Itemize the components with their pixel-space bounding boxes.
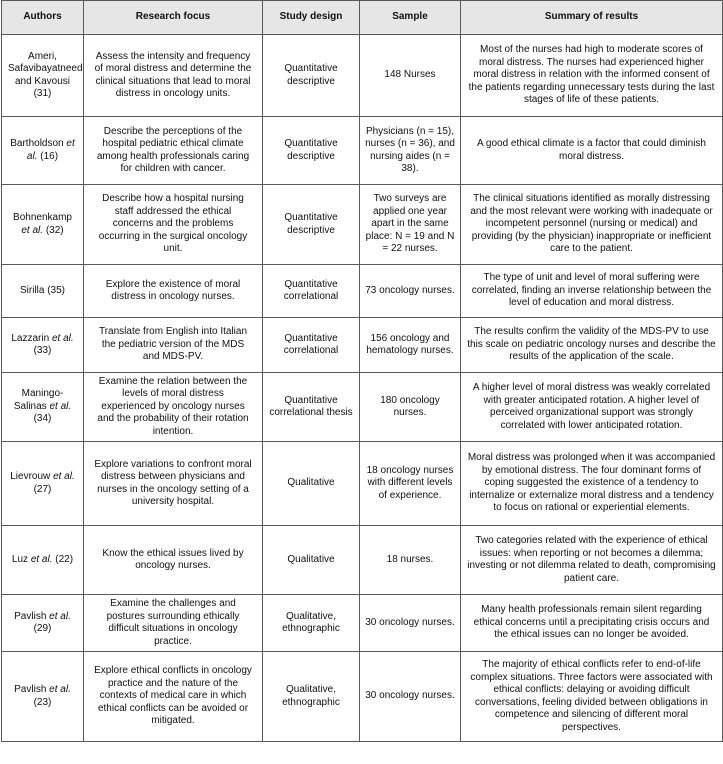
- author-name: Lievrouw: [10, 471, 51, 482]
- table-row: [2, 652, 723, 742]
- study-design-cell: Qualitative, ethnographic: [263, 595, 360, 652]
- study-design-cell: Quantitative descriptive: [263, 117, 360, 185]
- table-row: [2, 265, 723, 318]
- header-authors: Authors: [2, 1, 84, 35]
- research-focus-cell: Explore ethical conflicts in oncology practice and the nature of the contexts of medical care in which ethical conflicts can be avoided or mitigated.: [84, 652, 263, 742]
- author-et-al: et al.: [30, 553, 53, 565]
- study-design-cell: Quantitative descriptive: [263, 35, 360, 117]
- author-cell: [2, 526, 84, 595]
- study-design-cell: Quantitative correlational: [263, 265, 360, 318]
- sample-cell: 18 nurses.: [360, 526, 461, 595]
- header-row: [2, 1, 723, 35]
- summary-cell: Two categories related with the experience of ethical issues: when reporting or not becomes a dilemma; investing or not dilemma related to death, compromising patient care.: [461, 526, 723, 595]
- header-summary-of-results: Summary of results: [461, 1, 723, 35]
- literature-review-table: [1, 0, 723, 742]
- author-et-al: et al.: [21, 224, 44, 236]
- sample-cell: 73 oncology nurses.: [360, 265, 461, 318]
- header-sample: Sample: [360, 1, 461, 35]
- author-cell: [2, 35, 84, 117]
- author-ref: (27): [33, 483, 52, 495]
- study-design-cell: Quantitative correlational: [263, 318, 360, 373]
- summary-cell: Many health professionals remain silent regarding ethical concerns until a precipitating crisis occurs and the ethical issues can no longer be avoided.: [461, 595, 723, 652]
- author-name: Pavlish: [14, 610, 47, 622]
- table-row: [2, 373, 723, 442]
- study-design-cell: Qualitative, ethnographic: [263, 652, 360, 742]
- sample-cell: Physicians (n = 15), nurses (n = 36), and nursing aides (n = 38).: [360, 117, 461, 185]
- sample-cell: 30 oncology nurses.: [360, 595, 461, 652]
- author-ref: (33): [33, 345, 52, 356]
- author-name: Bartholdson: [10, 138, 64, 149]
- sample-cell: 156 oncology and hematology nurses.: [360, 318, 461, 373]
- author-name: Maningo-Salinas: [13, 388, 64, 412]
- research-focus-cell: Assess the intensity and frequency of moral distress and determine the clinical situations that lead to moral distress in oncology units.: [84, 35, 263, 117]
- author-cell: [2, 595, 84, 652]
- author-cell: [2, 185, 84, 265]
- research-focus-cell: Examine the relation between the levels of moral distress experienced by oncology nurses and the probability of their rotation intention.: [84, 373, 263, 442]
- author-et-al: et al.: [51, 332, 74, 344]
- summary-cell: A higher level of moral distress was weakly correlated with greater anticipated rotation. A higher level of perceived organizational support was strongly correlated with lower anticipated rotation.: [461, 373, 723, 442]
- author-ref: (35): [47, 284, 66, 296]
- author-name: Pavlish: [14, 684, 47, 695]
- research-focus-cell: Translate from English into Italian the pediatric version of the MDS and MDS-PV.: [84, 318, 263, 373]
- author-cell: [2, 652, 84, 742]
- author-ref: (16): [40, 150, 59, 162]
- table-row: [2, 442, 723, 526]
- table-row: [2, 185, 723, 265]
- table-row: [2, 595, 723, 652]
- sample-cell: 30 oncology nurses.: [360, 652, 461, 742]
- study-design-cell: Quantitative descriptive: [263, 185, 360, 265]
- research-focus-cell: Explore the existence of moral distress in oncology nurses.: [84, 265, 263, 318]
- sample-cell: 148 Nurses: [360, 35, 461, 117]
- author-name: Sirilla: [19, 284, 45, 296]
- author-ref: (31): [33, 88, 52, 99]
- summary-cell: Most of the nurses had high to moderate scores of moral distress. The nurses had experienced higher moral distress in relation with the informed consent of the patients regarding unnecessary tests during the last stages of life of these patients.: [461, 35, 723, 117]
- table-row: [2, 117, 723, 185]
- author-name: Lazzarin: [11, 332, 50, 344]
- table-row: [2, 318, 723, 373]
- author-cell: [2, 442, 84, 526]
- research-focus-cell: Examine the challenges and postures surrounding ethically difficult situations in oncology practice.: [84, 595, 263, 652]
- summary-cell: The type of unit and level of moral suffering were correlated, finding an inverse relationship between the level of education and moral distress.: [461, 265, 723, 318]
- summary-cell: Moral distress was prolonged when it was accompanied by emotional distress. The four dominant forms of coping suggested the existence of a tendency to internalize or externalize moral distress and a tendency to focus on rational or experiential elements.: [461, 442, 723, 526]
- table-row: [2, 526, 723, 595]
- author-name: Luz: [11, 553, 29, 565]
- author-ref: (29): [33, 623, 52, 634]
- study-design-cell: Quantitative correlational thesis: [263, 373, 360, 442]
- summary-cell: The majority of ethical conflicts refer to end-of-life complex situations. Three factors were associated with ethical conflicts: delaying or avoiding difficult conversations, feeling divided between obligations in competence and silencing of different moral perspectives.: [461, 652, 723, 742]
- author-cell: [2, 373, 84, 442]
- author-et-al: et al.: [49, 400, 72, 412]
- author-name: Bohnenkamp: [13, 212, 72, 223]
- author-cell: [2, 318, 84, 373]
- study-design-cell: Qualitative: [263, 442, 360, 526]
- sample-cell: 180 oncology nurses.: [360, 373, 461, 442]
- research-focus-cell: Describe the perceptions of the hospital pediatric ethical climate among health professionals caring for children with cancer.: [84, 117, 263, 185]
- study-design-cell: Qualitative: [263, 526, 360, 595]
- author-ref: (34): [33, 413, 52, 425]
- research-focus-cell: Explore variations to confront moral distress between physicians and nurses in the oncology setting of a university hospital.: [84, 442, 263, 526]
- summary-cell: A good ethical climate is a factor that could diminish moral distress.: [461, 117, 723, 185]
- author-ref: (32): [45, 224, 64, 236]
- research-focus-cell: Describe how a hospital nursing staff addressed the ethical concerns and the problems occurring in the surgical oncology unit.: [84, 185, 263, 265]
- sample-cell: 18 oncology nurses with different levels of experience.: [360, 442, 461, 526]
- summary-cell: The clinical situations identified as morally distressing and the most relevant were working with inadequate or incompetent personnel (nursing or medical) and providing (by the physician) inappropriate or inefficient care to the patient.: [461, 185, 723, 265]
- author-cell: [2, 117, 84, 185]
- header-research-focus: Research focus: [84, 1, 263, 35]
- author-et-al: et al.: [49, 684, 71, 695]
- author-et-al: et al.: [53, 471, 75, 482]
- summary-cell: The results confirm the validity of the MDS-PV to use this scale on pediatric oncology nurses and describe the results of the application of the scale.: [461, 318, 723, 373]
- research-focus-cell: Know the ethical issues lived by oncology nurses.: [84, 526, 263, 595]
- author-et-al: et al.: [49, 610, 71, 622]
- sample-cell: Two surveys are applied one year apart in the same place: N = 19 and N = 22 nurses.: [360, 185, 461, 265]
- author-ref: (23): [33, 696, 52, 708]
- author-ref: (22): [55, 553, 74, 565]
- header-study-design: Study design: [263, 1, 360, 35]
- author-cell: [2, 265, 84, 318]
- author-et-al: et al.: [26, 138, 75, 162]
- author-name: Ameri, Safavibayatneed and Kavousi: [8, 50, 83, 87]
- table-row: [2, 35, 723, 117]
